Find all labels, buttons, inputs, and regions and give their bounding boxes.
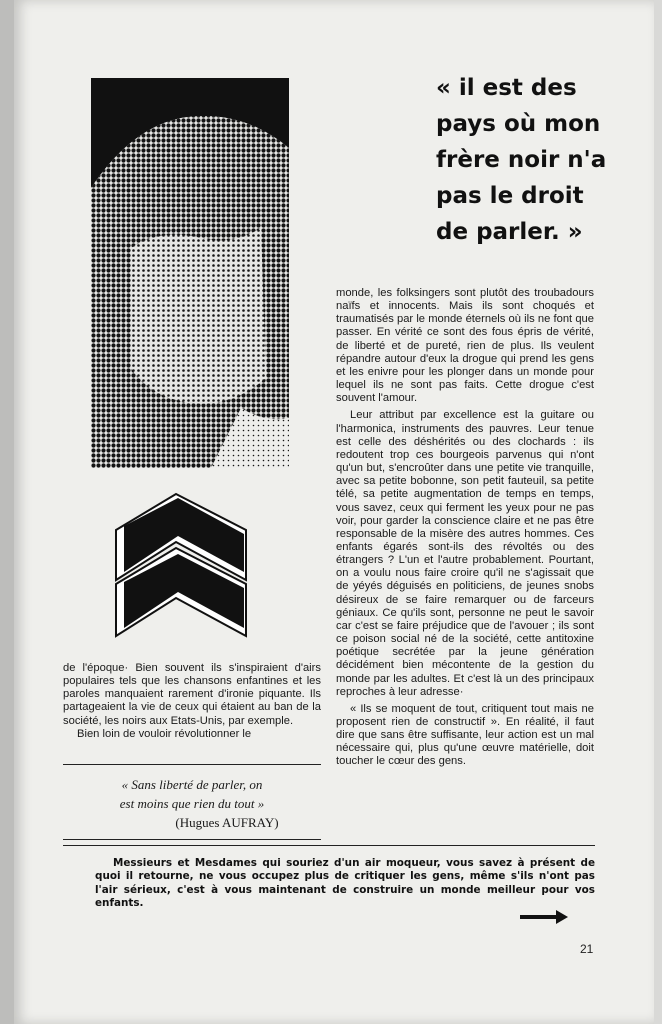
quote-line: est moins que rien du tout » (119, 796, 265, 811)
pull-quote-line: « il est des (436, 75, 577, 101)
body-paragraph: « Ils se moquent de tout, critiquent tout mais ne proposent rien de constructif ». En réalité, il faut dire que sans être suffisante, leur action est un mal nécessaire qui, plus qu'une œuvre matérielle, doit toucher le cœur des gens. (336, 702, 594, 768)
quote-line: « Sans liberté de parler, on (121, 777, 263, 792)
left-column (63, 662, 321, 741)
pull-quote-line: pas le droit (436, 183, 584, 209)
body-paragraph: de l'époque· Bien souvent ils s'inspiraient d'airs populaires tels que les chansons enfantines et les paroles manquaient rarement d'ironie piquante. Ils partageaient la vie de ceux qui étaient au ban de la société, les noirs aux Etats-Unis, par exemple. (63, 662, 321, 727)
body-paragraph: monde, les folksingers sont plutôt des troubadours naïfs et innocents. Mais ils sont choqués et traumatisés par le monde éternels où ils ne font que passer. En vérité ce sont des fous épris de vérité, de liberté et de pureté, rien de plus. Ils veulent répandre autour d'eux la drogue qui prend les gens et les enivre pour les plonger dans un monde pour lequel ils ne sont pas faits. Cette drogue c'est souvent l'amour. (336, 287, 594, 405)
closing-paragraph: Messieurs et Mesdames qui souriez d'un air moqueur, vous savez à présent de quoi il retourne, ne vous occupez plus de critiquer les gens, même s'ils n'ont pas l'air sérieux, c'est à vous maintenant de construire un monde meilleur pour vos enfants. (95, 857, 595, 909)
pull-quote-line: pays où mon (436, 111, 601, 137)
body-paragraph: Leur attribut par excellence est la guitare ou l'harmonica, instruments des pauvres. Leur tenue est celle des déshérités ou des clochards : ils redoutent trop ces bourgeois parvenus qui n'ont qu'un but, s'encroûter dans une petite vie tranquille, avec sa petite bobonne, son petit fauteuil, sa petite télé, sa petite augmentation de temps en temps, vous savez, ceux qui ferment les yeux pour ne pas voir, pour garder la conscience claire et ne pas être responsable de la misère des autres hommes. Ces enfants égarés sont-ils des révoltés ou des étrangers ? L'un et l'autre probablement. Pourtant, on a voulu nous faire croire qu'il ne s'agissait que de yéyés déguisés en politiciens, de jeunes snobs désireux de se faire remarquer ou de farceurs géniaux. Ce qu'ils sont, personne ne peut le savoir car c'est se faire préjudice que de l'avouer ; ils sont ce poison social né de la société, cette antitoxine poétique secrétée par la jeune génération décidément bien mécontente de la gestion du monde par les adultes. Et c'est là un des principaux reproches à leur adresse· (336, 409, 594, 698)
arrow-right-icon (520, 910, 568, 924)
right-column (336, 287, 594, 769)
divider (63, 845, 595, 846)
binding-spine (0, 0, 14, 1024)
halftone-portrait-photo (91, 78, 289, 468)
quote-box (63, 764, 321, 840)
double-chevron-emblem-icon (106, 490, 256, 646)
pull-quote-line: de parler. » (436, 219, 583, 245)
page-number: 21 (580, 942, 594, 956)
pull-quote (436, 70, 636, 250)
pull-quote-line: frère noir n'a (436, 147, 607, 173)
quote-author: (Hugues AUFRAY) (175, 815, 279, 830)
body-paragraph: Bien loin de vouloir révolutionner le (77, 727, 252, 740)
